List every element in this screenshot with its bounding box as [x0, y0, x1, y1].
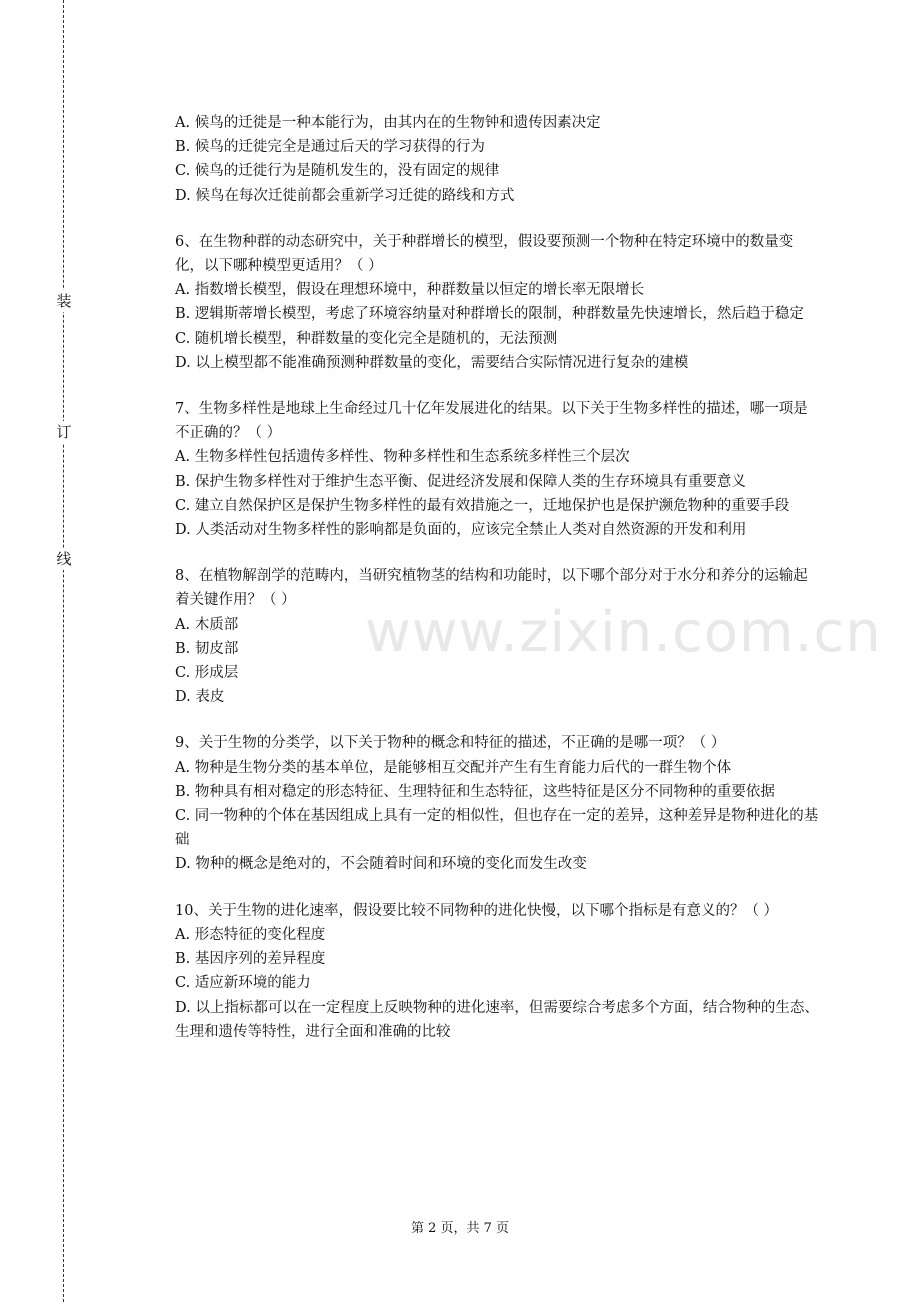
question-stem: 9、关于生物的分类学，以下关于物种的概念和特征的描述，不正确的是哪一项？（ ）: [175, 735, 726, 752]
question-block: [175, 230, 820, 375]
question-stem: 10、关于生物的进化速率，假设要比较不同物种的进化快慢，以下哪个指标是有意义的？（ ）: [175, 902, 779, 919]
question-stem: 8、在植物解剖学的范畴内，当研究植物茎的结构和功能时，以下哪个部分对于水分和养分的运输起着关键作用？（ ）: [175, 568, 808, 609]
question-option: D. 表皮: [175, 689, 225, 706]
question-option: A. 形态特征的变化程度: [175, 926, 326, 943]
question-option: B. 逻辑斯蒂增长模型，考虑了环境容纳量对种群增长的限制，种群数量先快速增长，然后趋于稳定: [175, 306, 804, 323]
page-footer: 第 2 页，共 7 页: [410, 1221, 510, 1236]
question-option: D. 候鸟在每次迁徙前都会重新学习迁徙的路线和方式: [175, 187, 515, 204]
question-option: C. 候鸟的迁徙行为是随机发生的，没有固定的规律: [175, 163, 500, 180]
question-option: C. 适应新环境的能力: [175, 975, 311, 992]
question-block: [175, 731, 820, 876]
question-option: D. 以上指标都可以在一定程度上反映物种的进化速率，但需要综合考虑多个方面，结合物种的生态、生理和遗传等特性，进行全面和准确的比较: [175, 999, 819, 1040]
question-option: B. 物种具有相对稳定的形态特征、生理特征和生态特征，这些特征是区分不同物种的重要依据: [175, 783, 775, 800]
question-stem: 6、在生物种群的动态研究中，关于种群增长的模型，假设要预测一个物种在特定环境中的数量变化，以下哪种模型更适用？（ ）: [175, 233, 794, 275]
question-block: [175, 111, 820, 208]
binding-char-xian: 线: [56, 550, 72, 568]
question-option: D. 物种的概念是绝对的，不会随着时间和环境的变化而发生改变: [175, 856, 587, 873]
question-option: A. 物种是生物分类的基本单位，是能够相互交配并产生有生育能力后代的一群生物个体: [175, 759, 732, 776]
question-option: C. 同一物种的个体在基因组成上具有一定的相似性，但也存在一定的差异，这种差异是物种进化的基础: [175, 808, 819, 849]
question-option: A. 生物多样性包括遗传多样性、物种多样性和生态系统多样性三个层次: [175, 449, 630, 466]
question-block: [175, 564, 820, 709]
question-option: B. 基因序列的差异程度: [175, 951, 326, 968]
question-option: A. 候鸟的迁徙是一种本能行为，由其内在的生物钟和遗传因素决定: [175, 115, 601, 131]
question-list: [175, 111, 820, 1066]
binding-dashed-line: [63, 0, 64, 1302]
question-option: B. 候鸟的迁徙完全是通过后天的学习获得的行为: [175, 139, 485, 156]
question-option: D. 人类活动对生物多样性的影响都是负面的，应该完全禁止人类对自然资源的开发和利用: [175, 522, 747, 539]
question-block: [175, 397, 820, 542]
question-stem: 7、生物多样性是地球上生命经过几十亿年发展进化的结果。以下关于生物多样性的描述，哪一项是不正确的？（ ）: [175, 401, 808, 442]
question-option: C. 随机增长模型，种群数量的变化完全是随机的，无法预测: [175, 330, 558, 347]
question-option: A. 木质部: [175, 616, 239, 633]
watermark: www.zixin.com.cn: [365, 600, 882, 665]
binding-char-ding: 订: [56, 423, 72, 441]
question-option: C. 建立自然保护区是保护生物多样性的最有效措施之一，迁地保护也是保护濒危物种的重要手段: [175, 497, 790, 514]
question-block: [175, 899, 820, 1044]
question-option: B. 保护生物多样性对于维护生态平衡、促进经济发展和保障人类的生存环境具有重要意义: [175, 473, 746, 490]
binding-char-zhuang: 装: [56, 292, 72, 310]
question-option: D. 以上模型都不能准确预测种群数量的变化，需要结合实际情况进行复杂的建模: [175, 354, 689, 371]
question-option: C. 形成层: [175, 665, 239, 682]
question-option: A. 指数增长模型，假设在理想环境中，种群数量以恒定的增长率无限增长: [175, 282, 645, 299]
question-option: B. 韧皮部: [175, 640, 239, 657]
